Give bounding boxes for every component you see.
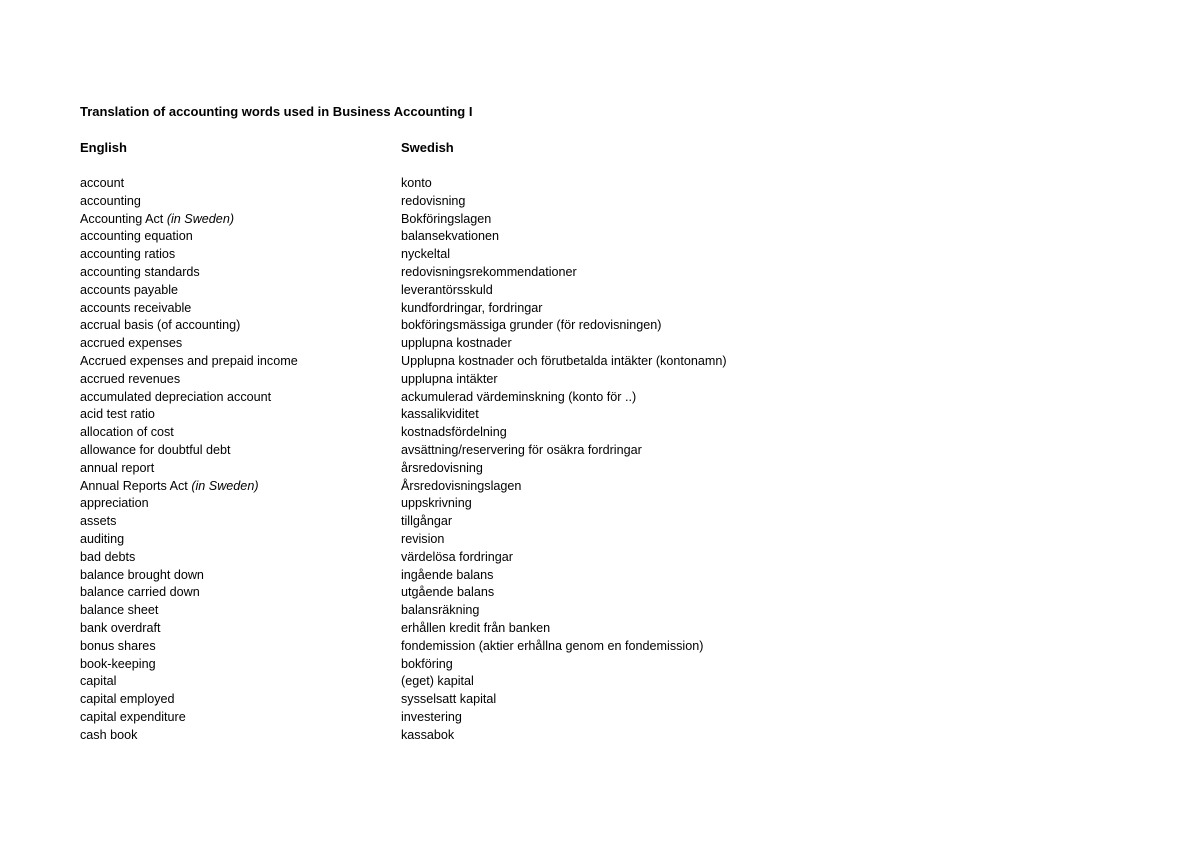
- glossary-row: [80, 549, 1120, 567]
- english-term: [80, 389, 271, 407]
- english-term-text: accrual basis (of accounting): [80, 318, 241, 333]
- english-term: [80, 193, 141, 211]
- english-term: [80, 317, 240, 335]
- glossary-row: [80, 228, 1120, 246]
- english-term-text: accrued expenses: [80, 336, 183, 351]
- swedish-term: avsättning/reservering för osäkra fordringar: [401, 442, 642, 457]
- glossary-row: [80, 246, 1120, 264]
- english-term-text: bad debts: [80, 549, 136, 564]
- swedish-term: redovisning: [401, 193, 466, 208]
- swedish-term: leverantörsskuld: [401, 282, 493, 297]
- english-term-text: capital employed: [80, 692, 175, 707]
- glossary-row: [80, 193, 1120, 211]
- glossary-row: [80, 406, 1120, 424]
- english-term: [80, 691, 175, 709]
- glossary-row: [80, 531, 1120, 549]
- glossary-row: [80, 638, 1120, 656]
- english-term-text: Annual Reports Act: [80, 478, 192, 493]
- english-term-text: Accrued expenses and prepaid income: [80, 353, 298, 368]
- english-term: [80, 211, 234, 229]
- swedish-term: bokföring: [401, 656, 453, 671]
- english-term: [80, 709, 186, 727]
- swedish-term: upplupna intäkter: [401, 371, 498, 386]
- english-term-text: accounting standards: [80, 264, 200, 279]
- english-term-text: accounts payable: [80, 282, 179, 297]
- swedish-term: årsredovisning: [401, 460, 483, 475]
- english-term: [80, 353, 298, 371]
- english-term: [80, 282, 178, 300]
- english-term: [80, 478, 259, 496]
- english-term: [80, 656, 156, 674]
- swedish-term: erhållen kredit från banken: [401, 620, 551, 635]
- glossary-row: [80, 335, 1120, 353]
- swedish-term: värdelösa fordringar: [401, 549, 514, 564]
- glossary-row: [80, 264, 1120, 282]
- english-term-text: accounts receivable: [80, 300, 192, 315]
- glossary-row: [80, 371, 1120, 389]
- english-term-text: assets: [80, 514, 117, 529]
- swedish-term: uppskrivning: [401, 496, 472, 511]
- english-term-text: allowance for doubtful debt: [80, 442, 231, 457]
- swedish-term: kostnadsfördelning: [401, 425, 507, 440]
- english-term-text: Accounting Act: [80, 211, 167, 226]
- glossary-row: [80, 584, 1120, 602]
- english-term-text: allocation of cost: [80, 425, 174, 440]
- english-term-text: account: [80, 176, 125, 190]
- swedish-term: nyckeltal: [401, 247, 450, 262]
- english-term-text: balance sheet: [80, 603, 159, 618]
- swedish-term: Upplupna kostnader och förutbetalda intäkter (kontonamn): [401, 353, 727, 368]
- english-term: [80, 264, 200, 282]
- glossary-row: [80, 513, 1120, 531]
- english-term: [80, 584, 200, 602]
- glossary-row: [80, 656, 1120, 674]
- glossary-row: [80, 211, 1120, 229]
- glossary-row: [80, 709, 1120, 727]
- glossary-row: [80, 175, 1120, 193]
- swedish-term: Bokföringslagen: [401, 211, 492, 226]
- swedish-term: kassabok: [401, 727, 455, 742]
- swedish-term: investering: [401, 709, 462, 724]
- english-term-text: bonus shares: [80, 638, 156, 653]
- glossary-row: [80, 353, 1120, 371]
- english-term: [80, 567, 204, 585]
- glossary-row: [80, 300, 1120, 318]
- glossary-row: [80, 317, 1120, 335]
- english-term-text: acid test ratio: [80, 407, 155, 422]
- english-term: [80, 246, 175, 264]
- english-term-text: annual report: [80, 460, 155, 475]
- glossary-list: [80, 175, 1120, 745]
- glossary-row: [80, 389, 1120, 407]
- english-term-text: auditing: [80, 531, 125, 546]
- document-title: Translation of accounting words used in Business Accounting I: [80, 104, 473, 119]
- glossary-row: [80, 620, 1120, 638]
- english-term-text: accrued revenues: [80, 371, 181, 386]
- swedish-term: (eget) kapital: [401, 674, 474, 689]
- english-term-text: bank overdraft: [80, 620, 161, 635]
- english-term-text: balance brought down: [80, 567, 204, 582]
- swedish-term: kassalikviditet: [401, 407, 479, 422]
- english-term-text: accounting: [80, 193, 141, 208]
- english-term: [80, 513, 116, 531]
- glossary-row: [80, 424, 1120, 442]
- english-term: [80, 638, 156, 656]
- glossary-row: [80, 478, 1120, 496]
- english-term-text: accounting ratios: [80, 247, 176, 262]
- glossary-row: [80, 691, 1120, 709]
- swedish-term: balansräkning: [401, 603, 480, 618]
- swedish-term: tillgångar: [401, 514, 453, 529]
- english-term-text: capital: [80, 674, 117, 689]
- english-term-text: balance carried down: [80, 585, 200, 600]
- english-term: [80, 335, 182, 353]
- english-term: [80, 727, 137, 745]
- english-term: [80, 175, 124, 193]
- swedish-term: konto: [401, 176, 432, 190]
- english-term: [80, 371, 180, 389]
- swedish-term: balansekvationen: [401, 229, 500, 244]
- swedish-term: ingående balans: [401, 567, 494, 582]
- english-term-text: accumulated depreciation account: [80, 389, 272, 404]
- glossary-row: [80, 442, 1120, 460]
- english-term-text: accounting equation: [80, 229, 193, 244]
- english-term: [80, 442, 231, 460]
- glossary-row: [80, 727, 1120, 745]
- column-header-english: English: [80, 140, 127, 155]
- english-term: [80, 620, 161, 638]
- swedish-term: ackumulerad värdeminskning (konto för ..): [401, 389, 637, 404]
- english-term: [80, 495, 149, 513]
- english-term: [80, 460, 154, 478]
- english-term-text: appreciation: [80, 496, 149, 511]
- english-term-note: (in Sweden): [191, 478, 259, 493]
- english-term-text: capital expenditure: [80, 709, 186, 724]
- english-term: [80, 228, 193, 246]
- english-term-text: cash book: [80, 727, 138, 742]
- glossary-row: [80, 673, 1120, 691]
- english-term-note: (in Sweden): [166, 211, 235, 226]
- glossary-row: [80, 567, 1120, 585]
- english-term: [80, 549, 135, 567]
- swedish-term: fondemission (aktier erhållna genom en fondemission): [401, 638, 704, 653]
- glossary-row: [80, 460, 1120, 478]
- glossary-row: [80, 495, 1120, 513]
- swedish-term: upplupna kostnader: [401, 336, 512, 351]
- english-term: [80, 602, 158, 620]
- swedish-term: kundfordringar, fordringar: [401, 300, 543, 315]
- swedish-term: utgående balans: [401, 585, 495, 600]
- glossary-row: [80, 602, 1120, 620]
- english-term: [80, 406, 155, 424]
- column-header-swedish: Swedish: [401, 140, 454, 155]
- swedish-term: redovisningsrekommendationer: [401, 264, 577, 279]
- swedish-term: sysselsatt kapital: [401, 692, 497, 707]
- swedish-term: revision: [401, 531, 445, 546]
- swedish-term: bokföringsmässiga grunder (för redovisningen): [401, 318, 662, 333]
- english-term: [80, 300, 191, 318]
- english-term: [80, 673, 116, 691]
- english-term: [80, 424, 174, 442]
- english-term-text: book-keeping: [80, 656, 156, 671]
- swedish-term: Årsredovisningslagen: [401, 478, 522, 493]
- glossary-row: [80, 282, 1120, 300]
- english-term: [80, 531, 124, 549]
